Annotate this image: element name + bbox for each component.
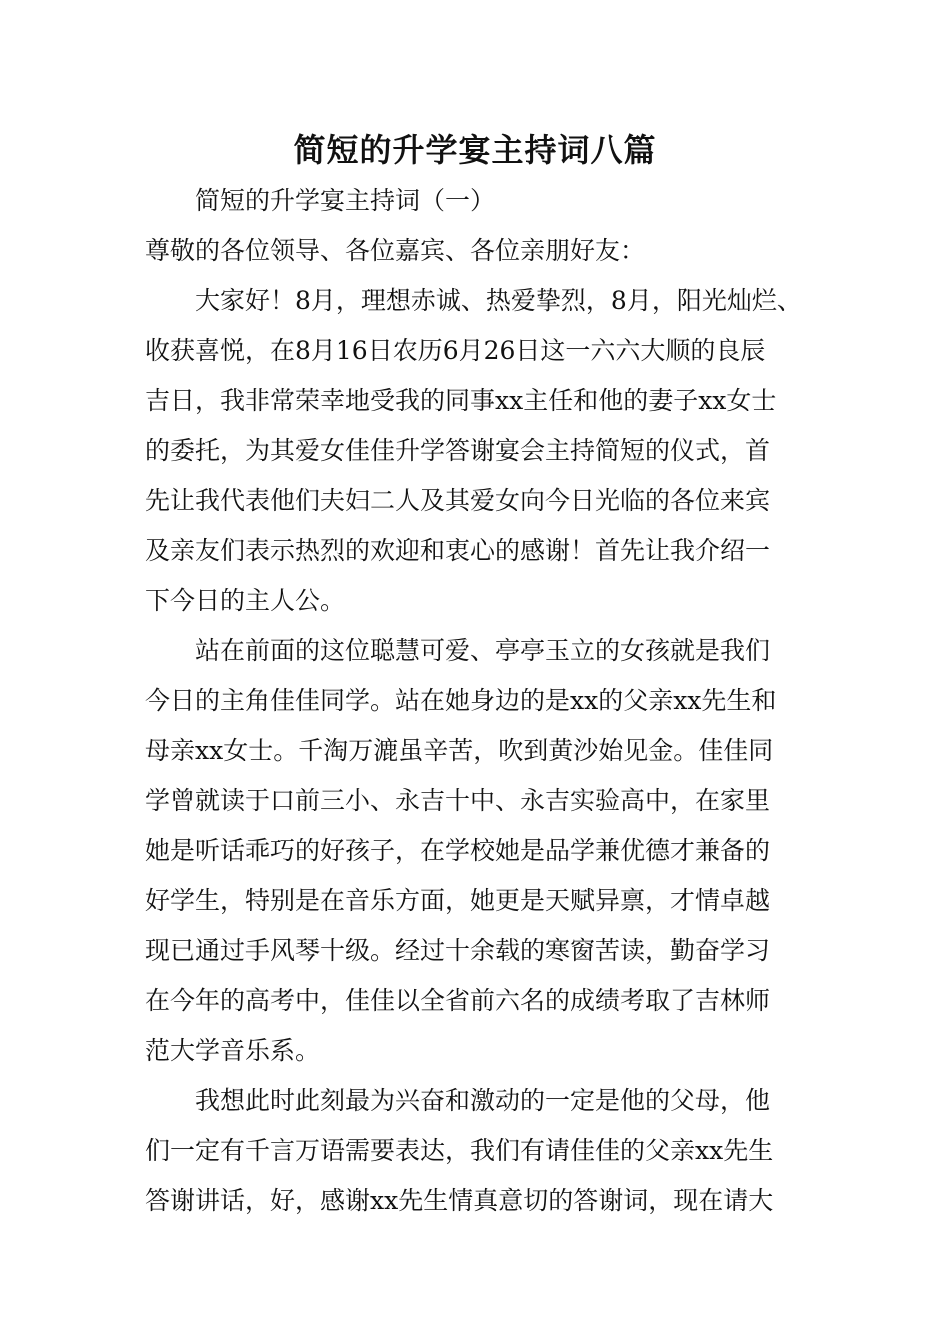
paragraph-line: 答谢讲话，好，感谢xx先生情真意切的答谢词，现在请大 [145,1186,774,1215]
paragraph-line: 范大学音乐系。 [145,1036,321,1065]
paragraph-line: 站在前面的这位聪慧可爱、亭亭玉立的女孩就是我们 [195,636,771,665]
paragraph-line: 今日的主角佳佳同学。站在她身边的是xx的父亲xx先生和 [145,686,777,715]
paragraph-line: 吉日，我非常荣幸地受我的同事xx主任和他的妻子xx女士 [145,386,777,415]
paragraph-line: 母亲xx女士。千淘万漉虽辛苦，吹到黄沙始见金。佳佳同 [145,736,774,765]
paragraph-line: 的委托，为其爱女佳佳升学答谢宴会主持简短的仪式，首 [145,436,771,465]
paragraph-line: 先让我代表他们夫妇二人及其爱女向今日光临的各位来宾 [145,486,771,515]
document-title: 简短的升学宴主持词八篇 [293,131,657,169]
paragraph-line: 大家好！8月，理想赤诚、热爱挚烈，8月，阳光灿烂、 [195,286,802,315]
paragraph-line: 她是听话乖巧的好孩子，在学校她是品学兼优德才兼备的 [145,836,771,865]
paragraph-line: 现已通过手风琴十级。经过十余载的寒窗苦读，勤奋学习 [145,936,771,965]
paragraph-line: 们一定有千言万语需要表达，我们有请佳佳的父亲xx先生 [145,1136,774,1165]
greeting-line: 尊敬的各位领导、各位嘉宾、各位亲朋好友： [145,236,646,265]
paragraph-line: 学曾就读于口前三小、永吉十中、永吉实验高中，在家里 [145,786,771,815]
paragraph-line: 在今年的高考中，佳佳以全省前六名的成绩考取了吉林师 [145,986,771,1015]
paragraph-line: 我想此时此刻最为兴奋和激动的一定是他的父母，他 [195,1086,771,1115]
paragraph-line: 及亲友们表示热烈的欢迎和衷心的感谢！首先让我介绍一 [145,536,771,565]
paragraph-line: 下今日的主人公。 [145,586,346,615]
paragraph-line: 收获喜悦，在8月16日农历6月26日这一六六大顺的良辰 [145,336,766,365]
paragraph-line: 好学生，特别是在音乐方面，她更是天赋异禀，才情卓越 [145,886,771,915]
section-subtitle: 简短的升学宴主持词（一） [195,186,496,215]
